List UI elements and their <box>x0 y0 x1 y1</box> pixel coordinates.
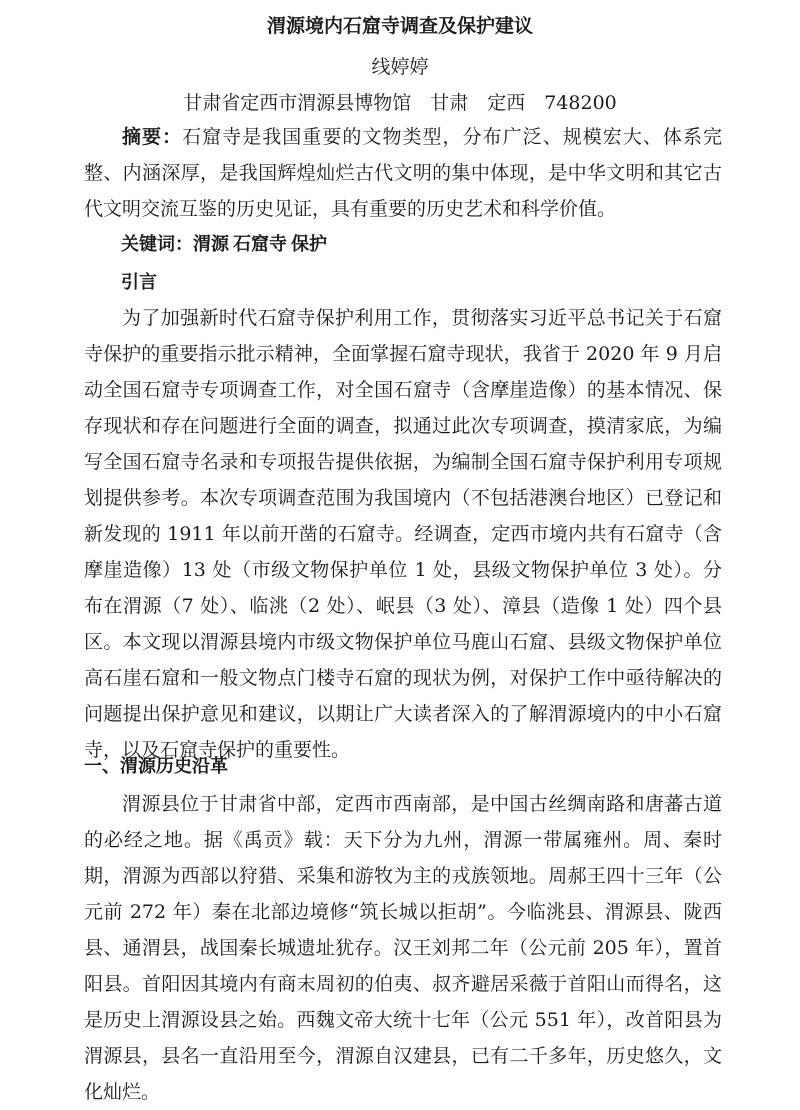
section-heading-history: 一、渭源历史沿革 <box>84 756 228 777</box>
author-affiliation: 甘肃省定西市渭源县博物馆 甘肃 定西 748200 <box>183 92 617 114</box>
keyword-item: 石窟寺 <box>233 234 287 255</box>
keyword-item: 保护 <box>291 234 327 255</box>
keywords-label: 关键词： <box>121 234 193 255</box>
history-paragraph: 渭源县位于甘肃省中部，定西市西南部，是中国古丝绸南路和唐蕃古道的必经之地。据《禹贡》载：天下分为九州，渭源一带属雍州。周、秦时期，渭源为西部以狩猎、采集和游牧为主的戎族领地。周郝王四十三年（公元前 272 年）秦在北部边境修“筑长城以拒胡”。今临洮县、渭源县、陇西县、通渭县，战国秦长城遗址犹存。汉王刘邦二年（公元前 205 年），置首阳县。首阳因其境内有商末周初的伯夷、叔齐避居采薇于首阳山而得名，这是历史上渭源设县之始。西魏文帝大统十七年（公元 551 年），改首阳县为渭源县，县名一直沿用至今，渭源自汉建县，已有二千多年，历史悠久，文化灿烂。 <box>84 793 722 1103</box>
abstract-label: 摘要： <box>122 126 183 148</box>
author-name: 线婷婷 <box>371 56 429 78</box>
intro-paragraph: 为了加强新时代石窟寺保护利用工作，贯彻落实习近平总书记关于石窟寺保护的重要指示批示精神，全面掌握石窟寺现状，我省于 2020 年 9 月启动全国石窟寺专项调查工作，对全国石窟寺（含摩崖造像）的基本情况、保存现状和存在问题进行全面的调查，拟通过此次专项调查，摸清家底，为编写全国石窟寺名录和专项报告提供依据，为编制全国石窟寺保护利用专项规划提供参考。本次专项调查范围为我国境内（不包括港澳台地区）已登记和新发现的 1911 年以前开凿的石窟寺。经调查，定西市境内共有石窟寺（含摩崖造像）13 处（市级文物保护单位 1 处，县级文物保护单位 3 处）。分布在渭源（7 处）、临洮（2 处）、岷县（3 处）、漳县（造像 1 处）四个县区。本文现以渭源县境内市级文物保护单位马鹿山石窟、县级文物保护单位高石崖石窟和一般文物点门楼寺石窟的现状为例，对保护工作中亟待解决的问题提出保护意见和建议，以期让广大读者深入的了解渭源境内的中小石窟寺，以及石窟寺保护的重要性。 <box>84 307 722 761</box>
keywords-line <box>121 231 327 259</box>
abstract-paragraph <box>84 119 722 227</box>
keyword-item: 渭源 <box>193 234 229 255</box>
intro-heading: 引言 <box>121 272 157 293</box>
abstract-text: 石窟寺是我国重要的文物类型，分布广泛、规模宏大、体系完整、内涵深厚，是我国辉煌灿烂古代文明的集中体现，是中华文明和其它古代文明交流互鉴的历史见证，具有重要的历史艺术和科学价值。 <box>84 126 722 220</box>
paper-title: 渭源境内石窟寺调查及保护建议 <box>266 15 533 37</box>
